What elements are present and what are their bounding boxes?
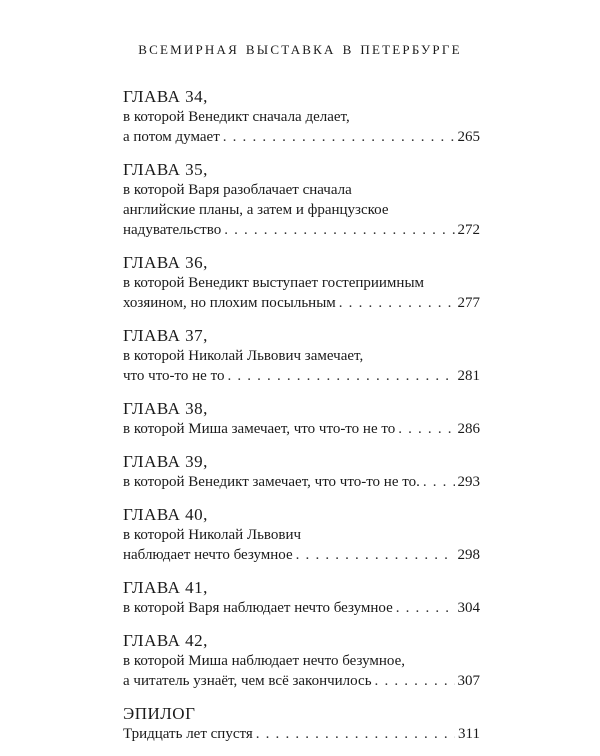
toc-entry-chapter-37 [123,325,480,386]
dot-leader [227,366,454,386]
page-number: 277 [457,295,480,311]
dot-leader [375,671,455,691]
chapter-last-line [123,671,480,691]
toc-entry-chapter-39 [123,451,480,492]
chapter-subtitle-line: а читатель узнаёт, чем всё закончилось [123,673,372,689]
chapter-last-line [123,293,480,313]
chapter-subtitle-line: в которой Варя наблюдает нечто безумное [123,600,393,616]
chapter-title: ГЛАВА 40, [123,505,208,524]
toc-entry-chapter-36 [123,252,480,313]
toc-entry-chapter-35 [123,159,480,240]
page-number: 286 [457,421,480,437]
chapter-title: ГЛАВА 38, [123,399,208,418]
dot-leader [398,419,454,439]
chapter-last-line [123,598,480,618]
toc-entry-chapter-41 [123,577,480,618]
chapter-last-line [123,220,480,240]
chapter-title: ГЛАВА 37, [123,326,208,345]
chapter-subtitle-line: в которой Миша замечает, что что-то не то [123,421,396,437]
chapter-title: ГЛАВА 41, [123,578,208,597]
table-of-contents [123,86,480,756]
dot-leader [423,472,455,492]
running-head: всемирная выставка в петербурге [138,38,462,59]
chapter-title: ГЛАВА 36, [123,253,208,272]
toc-entry-epilogue [123,703,480,744]
chapter-subtitle-line: а потом думает [123,129,220,145]
toc-entry-chapter-42 [123,630,480,691]
chapter-last-line [123,472,480,492]
chapter-subtitle-line: в которой Венедикт выступает гостеприимным [123,275,425,291]
chapter-subtitle-line: Тридцать лет спустя [123,726,253,742]
page-number: 293 [457,474,480,490]
chapter-subtitle-line: в которой Венедикт замечает, что что-то не то. [123,474,420,490]
chapter-title: ГЛАВА 39, [123,452,208,471]
dot-leader [339,293,455,313]
page-number: 311 [458,726,480,742]
page-number: 298 [457,547,480,563]
chapter-last-line [123,724,480,744]
chapter-subtitle-line: в которой Николай Львович замечает, [123,348,364,364]
page-number: 272 [457,222,480,238]
dot-leader [224,220,454,240]
page-number: 307 [457,673,480,689]
toc-entry-chapter-34 [123,86,480,147]
chapter-last-line [123,366,480,386]
chapter-subtitle-line: хозяином, но плохим посыльным [123,295,336,311]
chapter-title: ЭПИЛОГ [123,704,196,723]
dot-leader [296,545,455,565]
dot-leader [396,598,455,618]
chapter-subtitle-line: что что-то не то [123,368,225,384]
chapter-last-line [123,419,480,439]
chapter-subtitle-line: английские планы, а затем и французское [123,202,389,218]
dot-leader [223,127,455,147]
chapter-title: ГЛАВА 42, [123,631,208,650]
toc-entry-chapter-38 [123,398,480,439]
chapter-last-line [123,545,480,565]
chapter-subtitle-line: в которой Миша наблюдает нечто безумное, [123,653,406,669]
chapter-subtitle-line: в которой Варя разоблачает сначала [123,182,352,198]
chapter-title: ГЛАВА 35, [123,160,208,179]
page-number: 265 [457,129,480,145]
chapter-subtitle-line: надувательство [123,222,222,238]
toc-entry-chapter-40 [123,504,480,565]
chapter-subtitle-line: в которой Венедикт сначала делает, [123,109,350,125]
chapter-subtitle-line: в которой Николай Львович [123,527,302,543]
chapter-subtitle-line: наблюдает нечто безумное [123,547,293,563]
chapter-title: ГЛАВА 34, [123,87,208,106]
page-number: 304 [457,600,480,616]
page-number: 281 [457,368,480,384]
dot-leader [256,724,455,744]
chapter-last-line [123,127,480,147]
